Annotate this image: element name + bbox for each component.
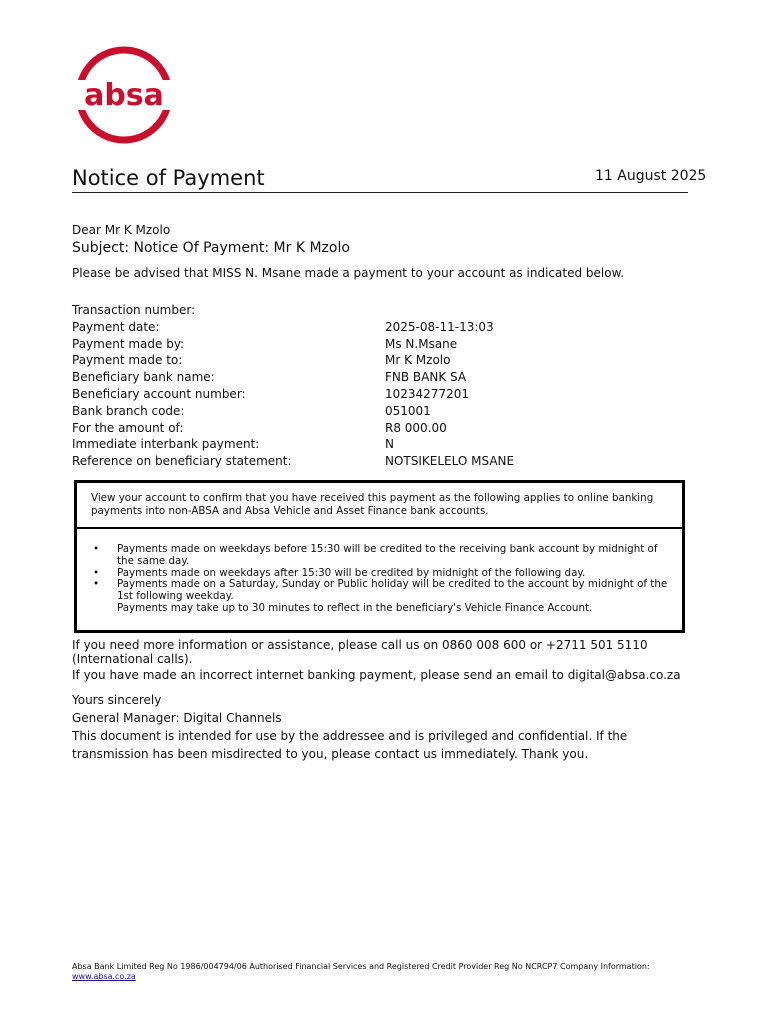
subject-line: Subject: Notice Of Payment: Mr K Mzolo [72,240,350,256]
detail-value: R8 000.00 [385,420,447,435]
logo-wordmark: absa [84,78,164,113]
document-title: Notice of Payment [72,166,265,190]
detail-value: NOTSIKELELO MSANE [385,454,515,469]
bullet-text: Payments made on a Saturday, Sunday or Public holiday will be credited to the account by midnight of the 1st following weekday. [117,578,668,603]
notice-bullets [93,544,668,615]
incorrect-payment-info: If you have made an incorrect internet banking payment, please send an email to digital@absa.co.za [72,668,681,682]
contact-info: If you need more information or assistance, please call us on 0860 008 600 or +2711 501 5110 (International calls). [72,638,648,666]
footer [72,962,650,982]
absa-logo [70,46,178,144]
bullet-icon: • [93,578,100,591]
payment-details [72,303,692,471]
advice-text: Please be advised that MISS N. Msane made a payment to your account as indicated below. [72,266,625,280]
document-date: 11 August 2025 [595,168,707,184]
detail-row-transaction-number [72,303,692,320]
bullet-text: Payments made on weekdays after 15:30 will be credited by midnight of the following day. [117,566,586,579]
detail-label: Payment made by: [72,336,185,351]
detail-value: Mr K Mzolo [385,353,451,368]
detail-row-reference [72,454,692,471]
detail-label: Payment made to: [72,353,183,368]
detail-value: Ms N.Msane [385,336,458,351]
detail-label: Payment date: [72,319,160,334]
detail-row-bank-name [72,370,692,387]
notice-divider [77,527,682,529]
notice-intro: View your account to confirm that you have received this payment as the following applies to online banking payments into non-ABSA and Absa Vehicle and Asset Finance bank accounts. [91,492,654,517]
detail-value: 051001 [385,403,431,418]
detail-label: Reference on beneficiary statement: [72,454,292,469]
detail-label: Beneficiary account number: [72,386,246,401]
detail-label: Transaction number: [72,303,196,317]
detail-row-payment-made-by [72,337,692,354]
bullet-text: Payments made on weekdays before 15:30 will be credited to the receiving bank account by midnight of the same day. [117,543,658,567]
detail-label: Immediate interbank payment: [72,437,260,452]
detail-label: For the amount of: [72,420,184,435]
list-item [93,603,668,615]
bullet-icon: • [93,543,100,555]
disclaimer: This document is intended for use by the addressee and is privileged and confidential. If the transmission has been misdirected to you, please contact us immediately. Thank you. [72,729,628,761]
detail-value: 10234277201 [385,386,469,401]
signatory: General Manager: Digital Channels [72,711,282,725]
detail-label: Bank branch code: [72,403,185,418]
detail-row-amount [72,421,692,438]
title-divider [72,192,688,193]
detail-value: 2025-08-11-13:03 [385,319,494,334]
detail-row-payment-made-to [72,353,692,370]
footer-link[interactable]: www.absa.co.za [72,972,136,981]
footer-text: Absa Bank Limited Reg No 1986/004794/06 Authorised Financial Services and Registered Credit Provider Reg No NCRCP7 Company Information: [72,962,650,971]
list-item [93,579,668,603]
closing-yours: Yours sincerely [72,693,162,707]
detail-label: Beneficiary bank name: [72,370,215,385]
detail-value: N [385,437,394,452]
detail-row-branch-code [72,404,692,421]
bullet-tail-text: Payments may take up to 30 minutes to reflect in the beneficiary's Vehicle Finance Account. [117,601,593,614]
detail-value: FNB BANK SA [385,370,467,385]
detail-row-immediate-payment [72,437,692,454]
list-item [93,544,668,568]
bullet-icon: • [93,566,100,579]
salutation: Dear Mr K Mzolo [72,223,171,237]
detail-row-payment-date [72,320,692,337]
detail-row-account-number [72,387,692,404]
notice-box [74,480,685,633]
